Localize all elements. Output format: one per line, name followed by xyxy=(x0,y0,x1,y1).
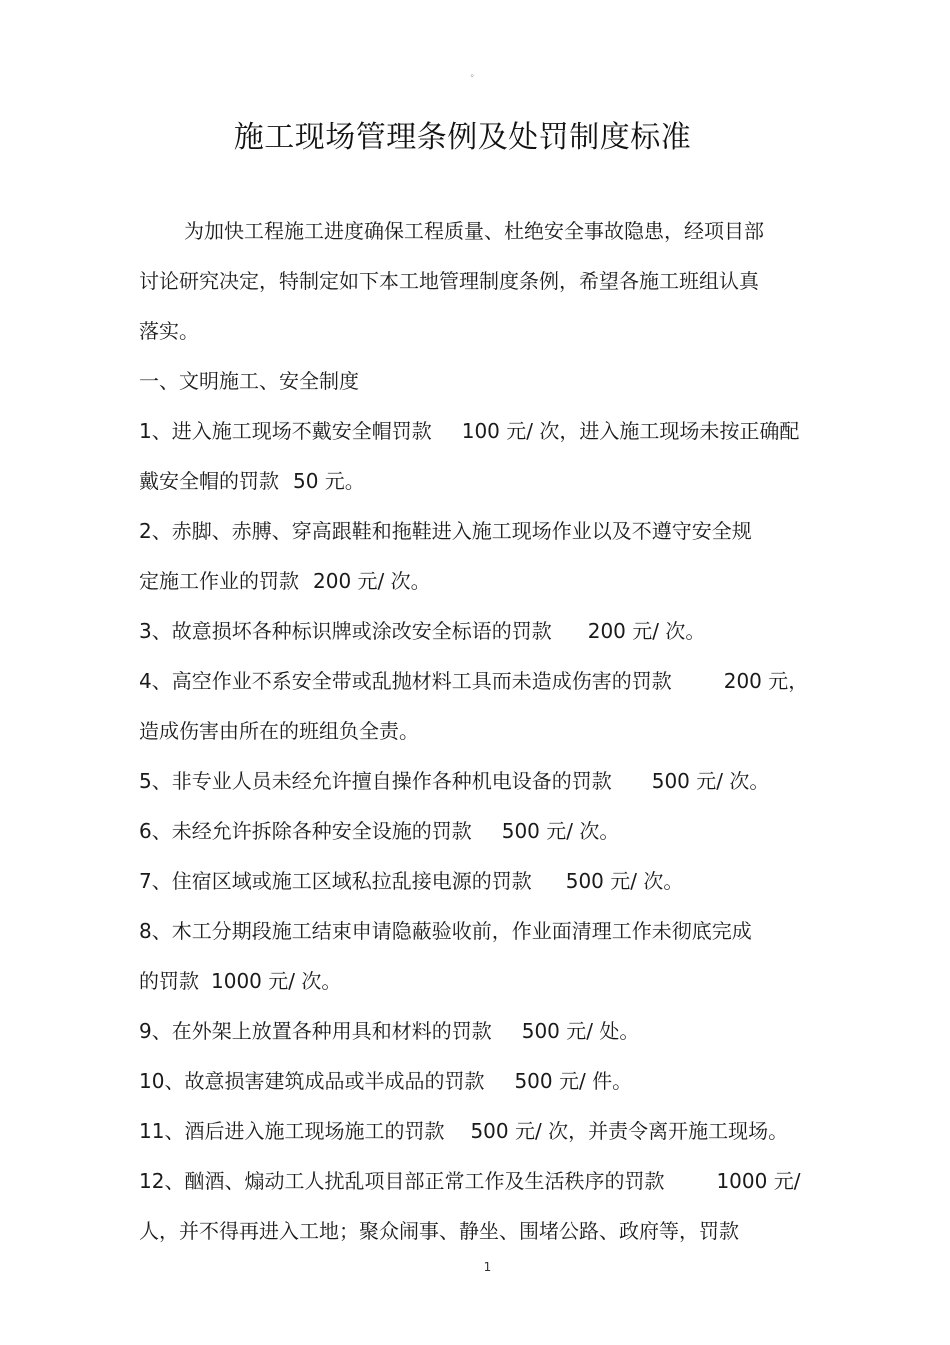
rule-text: 人，并不得再进入工地；聚众闹事、静坐、围堵公路、政府等，罚款 xyxy=(139,1219,739,1243)
rule-fine: 500 元/ 次，并责令离开施工现场。 xyxy=(470,1119,789,1143)
rule-line xyxy=(139,1062,839,1112)
intro-line: 为加快工程施工进度确保工程质量、杜绝安全事故隐患，经项目部 xyxy=(184,219,764,243)
rule-text: 定施工作业的罚款 xyxy=(139,569,299,593)
rule-fine: 500 元/ 件。 xyxy=(514,1069,633,1093)
rule-line xyxy=(139,1212,839,1262)
rule-fine: 50 元。 xyxy=(293,469,365,493)
document-title: 施工现场管理条例及处罚制度标准 xyxy=(233,120,692,155)
rule-text: 3、故意损坏各种标识牌或涂改安全标语的罚款 xyxy=(139,619,552,643)
rule-line xyxy=(139,962,839,1012)
rule-line xyxy=(139,612,839,662)
rule-text: 5、非专业人员未经允许擅自操作各种机电设备的罚款 xyxy=(139,769,612,793)
rule-line xyxy=(139,762,839,812)
rule-fine: 500 元/ 次。 xyxy=(501,819,620,843)
header-mark: 。 xyxy=(470,69,480,79)
rule-line xyxy=(139,562,839,612)
rule-fine: 500 元/ 次。 xyxy=(565,869,684,893)
rule-fine: 100 元/ 次，进入施工现场未按正确配 xyxy=(461,419,800,443)
section-heading: 一、文明施工、安全制度 xyxy=(139,369,359,393)
rule-text: 12、酗酒、煽动工人扰乱项目部正常工作及生活秩序的罚款 xyxy=(139,1169,665,1193)
rule-text: 4、高空作业不系安全带或乱抛材料工具而未造成伤害的罚款 xyxy=(139,669,672,693)
intro-line: 讨论研究决定，特制定如下本工地管理制度条例，希望各施工班组认真 xyxy=(139,269,759,293)
rule-fine: 200 元/ 次。 xyxy=(587,619,706,643)
rule-line xyxy=(139,662,839,712)
rule-text: 8、木工分期段施工结束申请隐蔽验收前，作业面清理工作未彻底完成 xyxy=(139,919,752,943)
rule-fine: 500 元/ 次。 xyxy=(651,769,770,793)
rule-text: 1、进入施工现场不戴安全帽罚款 xyxy=(139,419,432,443)
rule-line xyxy=(139,1112,839,1162)
rule-text: 造成伤害由所在的班组负全责。 xyxy=(139,719,419,743)
rule-line xyxy=(139,812,839,862)
rule-text: 戴安全帽的罚款 xyxy=(139,469,279,493)
intro-line: 落实。 xyxy=(139,319,199,343)
rule-line xyxy=(139,1162,839,1212)
document-body xyxy=(139,212,839,1262)
rule-line xyxy=(139,462,839,512)
rule-text: 的罚款 xyxy=(139,969,199,993)
rule-line xyxy=(139,712,839,762)
rule-line xyxy=(139,512,839,562)
rule-fine: 1000 元/ 次。 xyxy=(211,969,342,993)
rule-fine: 1000 元/ xyxy=(716,1169,801,1193)
rule-text: 11、酒后进入施工现场施工的罚款 xyxy=(139,1119,445,1143)
rule-text: 2、赤脚、赤膊、穿高跟鞋和拖鞋进入施工现场作业以及不遵守安全规 xyxy=(139,519,752,543)
rule-fine: 500 元/ 处。 xyxy=(521,1019,640,1043)
rule-line xyxy=(139,912,839,962)
page-number: 1 xyxy=(483,1260,492,1274)
rule-line xyxy=(139,862,839,912)
rule-text: 9、在外架上放置各种用具和材料的罚款 xyxy=(139,1019,492,1043)
rule-text: 10、故意损害建筑成品或半成品的罚款 xyxy=(139,1069,485,1093)
rule-line xyxy=(139,412,839,462)
rule-line xyxy=(139,1012,839,1062)
rule-text: 6、未经允许拆除各种安全设施的罚款 xyxy=(139,819,472,843)
rule-text: 7、住宿区域或施工区域私拉乱接电源的罚款 xyxy=(139,869,532,893)
rule-fine: 200 元， xyxy=(723,669,809,693)
rule-fine: 200 元/ 次。 xyxy=(313,569,431,593)
